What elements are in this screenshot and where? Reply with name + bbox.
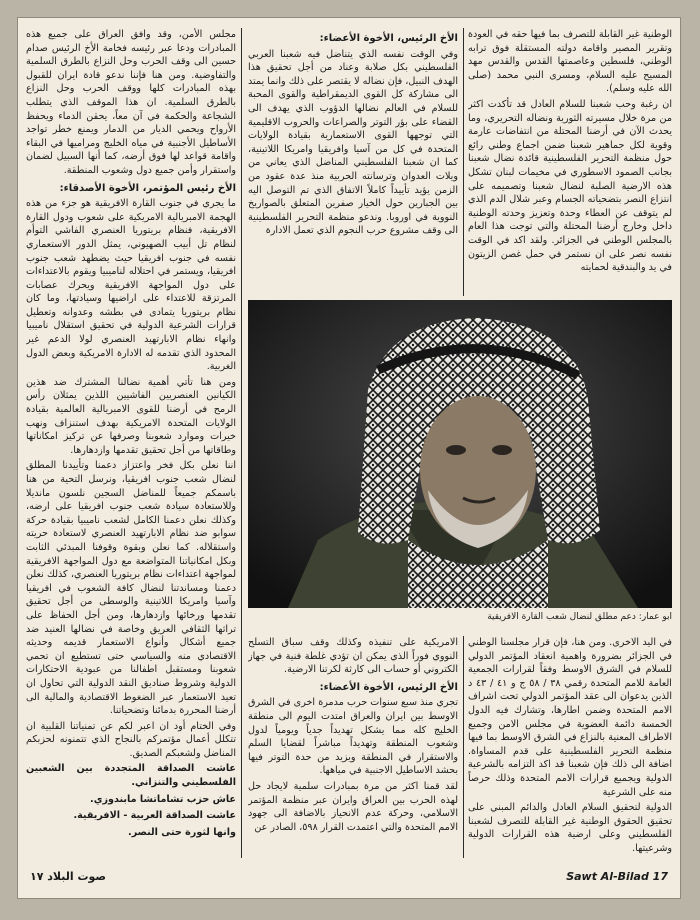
paragraph: اننا نعلن بكل فخر واعتزاز دعمنا وتأييدنا المطلق لنضال شعب جنوب افريقيا، ونرسل التحية من هنا باسمكم جميعاً للمناضل السجين نلسون مانديلا وللاستعادة سيادة شعب جنوب افريقيا على ارضه، وكذلك نعلن دعمنا الكامل لشعب ناميبيا بقيادة حركة سوابو ضد نظام الابارتهيد العنصري لاستعادة حريته واستقلاله. كما نعلن وبقوة وقوفنا المبدئي الثابت وبكل امكانياتنا المتواضعة مع دول المواجهة الافريقية لمواجهة اعتداءات نظام بريتوريا العنصري، كذلك نعلن دعمنا ومساندتنا لنضال كافة الشعوب في افريقيا وآسيا وامريكا اللاتينية والوسطى من أجل تحقيق تقدمها ورخائها وازدهارها، ومن أجل الحفاظ على تراثها الثقافي العريق وخاصة في نضالها العنيد ضد جميع أشكال وأنواع الاستعمار قديمه وحديثه الاقتصادي منه والسياسي حتى تستطيع ان تحمي شعوبنا ومستقبل اطفالنا من عبودية الاحتكارات الدولية وشروط صناديق النقد الدولية التي تحاول ان تعيد الاستعمار عبر الضغوط الاقتصادية والمالية الى أرضنا المحررة بدمائنا وتضحياتنا. <box>26 460 236 717</box>
page-footer <box>18 870 680 888</box>
middle-column-bottom <box>248 636 458 858</box>
left-column <box>26 28 236 856</box>
photo-caption: ابو عمار: دعم مطلق لنضال شعب القارة الافريقية <box>487 612 672 622</box>
paragraph: في اليد الاخرى. ومن هنا، فإن قرار مجلسنا الوطني في الجزائر بضرورة واهمية انعقاد المؤتمر الدولي للسلام في الشرق الاوسط وفقاً لقرارات الجمعية العامة للامم المتحدة رقمي ٣٨ / ٥٨ ج و ٤١ / ٤٣ د الذين يدعوان الى عقد المؤتمر الدولي تحت اشراف الامم المتحدة وضمن اطارها، وتشارك فيه الدول الخمسة دائمة العضوية في مجلس الامن وجميع الاطراف المعنية بالنزاع في الشرق الاوسط بما فيها منظمة التحرير الفلسطينية على قدم المساواة. اضافة الى ذلك فإن شعبنا قد اكد التزامه بالشرعية الدولية ويجميع قرارات الامم المتحدة وذلك حرصاً منه على الشرعية <box>468 637 672 798</box>
paragraph: ومن هنا تأتي أهمية نضالنا المشترك ضد هذين الكيانين العنصريين الفاشيين اللذين يمثلان رأس الرمح في أرضنا للقوى الامبريالية العالمية بقيادة الولايات المتحدة الامريكية بهدف استنزاف ونهب خيرات وموارد شعوبنا وصرفها عن تركيز امكاناتها وطاقاتها من أجل تحقيق تقدمها وازدهارها. <box>26 376 236 456</box>
slogan: عاشت الصداقة العربية - الافريقية. <box>73 810 236 822</box>
paragraph: مجلس الأمن، وقد وافق العراق على جميع هذه المبادرات ودعا عبر رئيسه فخامة الأخ الرئيس صدام حسين الى وقف الحرب وحل النزاع بالطرق السلمية والتفاوضية. ومن هنا فإننا ندعو قادة ايران للقبول بهذه المبادرات كلها ووقف الحرب وحل النزاع بالطرق السلمية. ان هذا الموقف الذي يتطلب الشجاعة والحكمة في آن معاً، يحقن الدماء ويحفظ الأرواح ويحمي الديار من الدمار ويمنع خطر تواجد الأساطيل الأجنبية في مياه الخليج ومراميها في البقاء واقامة قواعد لها فوق أرضه، كما أنها السبيل لضمان واستقرار وأمن جميع دول وشعوب المنطقة. <box>26 29 236 176</box>
slogan: وانها لثورة حتى النصر. <box>128 826 236 838</box>
slogan: عاش حزب تشاماتشا مابندوزي. <box>90 793 236 805</box>
paragraph: لقد قمنا اكثر من مرة بمبادرات سلمية لايجاد حل لهذه الحرب بين العراق وايران عبر منظمة المؤتمر الاسلامي، وحركة عدم الانحياز بالاضافة الى جهود الامم المتحدة والتي اعتمدت القرار ٥٩٨، الصادر عن <box>248 780 458 833</box>
column-divider <box>241 28 242 858</box>
portrait-illustration <box>248 300 672 608</box>
column-divider <box>463 28 464 296</box>
portrait-photo <box>248 300 672 608</box>
footer-arabic-folio: صوت البلاد ١٧ <box>30 870 107 883</box>
slogan: عاشت الصداقة المتجددة بين الشعبين الفلسطيني والتنزاني. <box>26 763 236 789</box>
column-divider <box>463 636 464 858</box>
paragraph: وفي الوقت نفسه الذي يتناضل فيه شعبنا العربي الفلسطيني بكل صلابة وعناد من أجل تحقيق هذا الهدف النبيل، فإن نضاله لا يقتصر على ذلك وانما يمتد الى مشاركة كل القوى الديمقراطية والقوى المحبة للسلام في العالم نضالها الدؤوب الذي يهدف الى القضاء على بؤر التوتر والصراعات والحروب الاقليمية التي توجهها القوى الاستعمارية بقيادة الولايات المتحدة في كل من آسيا وافريقيا وامريكا اللاتينية، كما ان شعبنا الفلسطيني المناضل الذي يعاني من ويلات العدوان وترسانته الحربية منذ عدة عقود من الزمن يؤيد تأييداً كاملاً الاتفاق الذي تم التوصل اليه بين الجبارين حول الخيار صفرين المتعلق بالصواريخ النووية في اوروبا. وندعو منظمة التحرير الفلسطينية الى وقف مشروع حرب النجوم الذي تعمل الادارة <box>248 48 458 237</box>
paragraph: ما يجري في جنوب القارة الافريقية هو جزء من هذه الهجمة الامبريالية الامريكية على شعوب ودول القارة الافريقية، فنظام بريتوريا العنصري الفاشي التوأم لنظام تل أبيب الصهيوني، يمثل الدور الاستعماري نفسه في جنوب افريقيا حيث يضطهد شعب جنوب افريقيا، ويستمر في احتلاله لناميبيا ويقوم بالاعتداءات على دول المواجهة الافريقية ويحرك عصابات المرتزقة للاعتداء على اراضيها وسيادتها، وما كان نظام بريتوريا يتمادى في بطشه وعدوانه وتعطيل قرارات الشرعية الدولية في تحقيق استقلال ناميبيا وانهاء نظام الابارتهيد العنصري لولا الدعم غير المحدود الذي تقدمه له الادارة الامريكية وبعض الدول الغربية. <box>26 198 236 373</box>
right-column-top <box>468 28 672 296</box>
magazine-page <box>18 18 680 898</box>
paragraph: وفي الختام أود ان اعبر لكم عن تمنياتنا القلبية ان تتكلل أعمال مؤتمركم بالنجاح الذي تتمنونه لحزبكم المناضل ولشعبكم الصديق. <box>26 720 236 759</box>
paragraph: ان رغبة وحب شعبنا للسلام العادل قد تأكدت اكثر من مرة خلال مسيرته الثورية ونضاله التحريري، وما يحدث الآن في أرضنا المحتلة من انتفاضات عارمة وقوية لكل جماهير شعبنا ضمن اجماع وطني رائع حول منظمة التحرير الفلسطينية قائدة نضال شعبنا بجانب الصمود الاسطوري في مخيمات لبنان تشكل هذه الارضية الصلبة لنضال شعبنا وتصميمه على انتزاع النصر بتضحياته الجسام وعبر شلال الدم الذي لم يتوقف عن العطاء وحدة وتعزيز وحدته الوطنية داخل وخارج أرضنا المحتلة والتي توجت هذا العام بالمجلس الوطني في الجزائر. ولقد اكد في الوقت نفسه نصر على ان نستمر في حمل غصن الزيتون في يد والبندقية لحمايته <box>468 98 672 274</box>
footer-latin-folio: Sawt Al-Bilad 17 <box>566 870 668 883</box>
section-heading: الأخ الرئيس، الأخوة الأعضاء: <box>319 681 458 693</box>
paragraph: الدولية لتحقيق السلام العادل والدائم المبني على تحقيق الحقوق الوطنية غير القابلة للتصرف لشعبنا الفلسطيني وعلى ارضية هذه القرارات الدولية وشرعيتها. <box>468 802 672 854</box>
section-heading: الأخ الرئيس، الأخوة الأعضاء: <box>319 33 458 44</box>
paragraph: الامريكية على تنفيذه وكذلك وقف سباق التسلح النووي فوراً الذي يمكن ان تؤدي غلطة فنية في جهاز الكتروني أو حساب الى كارثة لكرتنا الارضية. <box>248 637 458 676</box>
paragraph: تجري منذ سبع سنوات حرب مدمرة اخرى في الشرق الاوسط بين ايران والعراق امتدت اليوم الى منطقة الخليج كله مما يشكل تهديداً جدياً ويومياً لدول وشعوب المنطقة وتهديداً مباشراً لقضايا السلم والاستقرار في المنطقة ويزيد من حدة التوتر فيها بحشد الاساطيل الاجنبية في مياهها. <box>248 697 458 777</box>
middle-column-top <box>248 28 458 296</box>
paragraph: الوطنية غير القابلة للتصرف بما فيها حقه في العودة وتقرير المصير واقامة دولته المستقلة فوق ترابه الوطني، فلسطين وعاصمتها القدس والقدس مهد المسيح عليه السلام، ومسرى النبي محمد (صلى الله عليه وسلم). <box>468 29 672 95</box>
section-heading: الأخ رئيس المؤتمر، الأخوة الأصدقاء: <box>59 182 236 194</box>
right-column-bottom <box>468 636 672 858</box>
closing-slogans <box>26 762 236 839</box>
